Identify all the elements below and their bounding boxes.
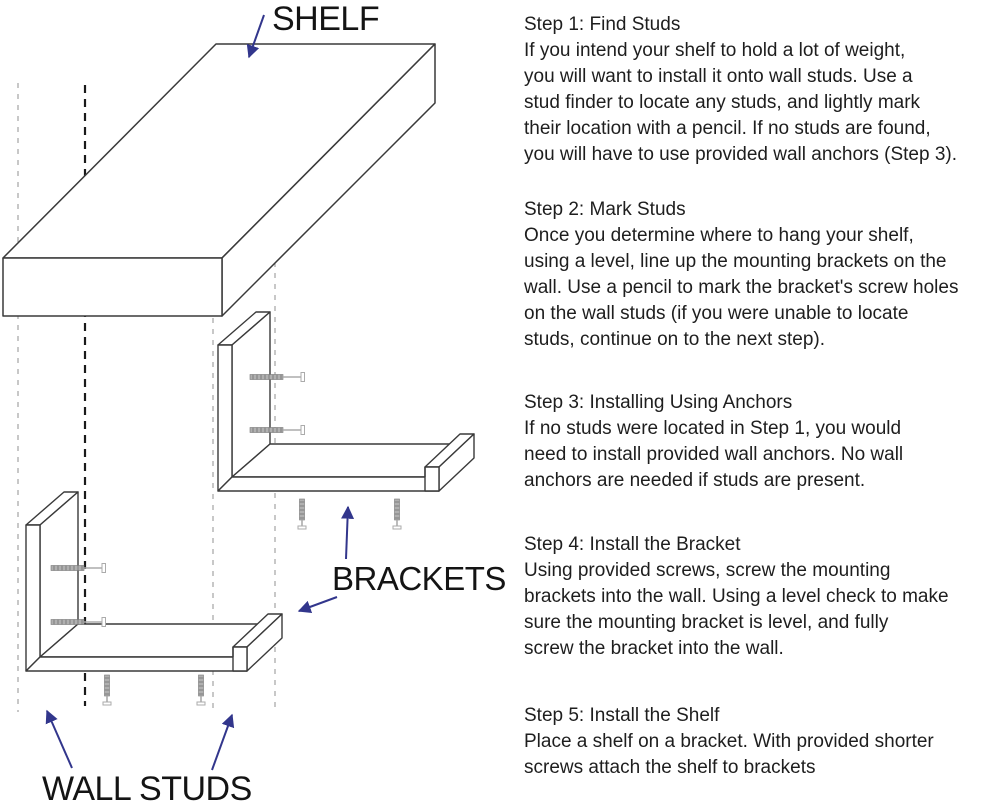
brackets-label: BRACKETS [332,560,506,597]
step-heading: Step 3: Installing Using Anchors [524,392,793,413]
step-text-line: If no studs were located in Step 1, you would [524,418,902,439]
step-text-line: sure the mounting bracket is level, and fully [524,612,889,633]
step-text-line: wall. Use a pencil to mark the bracket's screw holes [524,277,959,298]
step-text-line: using a level, line up the mounting brackets on the [524,251,947,272]
shelf-screw [298,499,306,529]
bracket-lower [26,492,282,671]
step-text-line: screws attach the shelf to brackets [524,757,816,778]
step-text-line: Place a shelf on a bracket. With provided shorter [524,731,934,752]
wall-studs-arrow-left [47,711,72,768]
step-text-line: Using provided screws, screw the mounting [524,560,891,581]
step-heading: Step 5: Install the Shelf [524,705,720,726]
instructions-column [524,0,985,806]
wall-studs-arrow-right [212,715,232,770]
step-text-line: Once you determine where to hang your shelf, [524,225,914,246]
step-text-line: need to install provided wall anchors. No wall [524,444,904,465]
step-2 [524,197,985,353]
step-text-line: anchors are needed if studs are present. [524,470,866,491]
step-4 [524,532,985,662]
step-heading: Step 2: Mark Studs [524,199,686,220]
step-text-line: studs, continue on to the next step). [524,329,826,350]
brackets-arrow-up [346,507,348,559]
step-text-line: If you intend your shelf to hold a lot of weight, [524,40,906,61]
step-heading: Step 1: Find Studs [524,14,681,35]
shelf-drawing [3,44,435,316]
bracket-upper [218,312,474,491]
shelf-screw [197,675,205,705]
step-text-line: you will have to use provided wall anchors (Step 3). [524,144,958,165]
shelf-label: SHELF [272,0,380,38]
shelf-screw [103,675,111,705]
step-text-line: on the wall studs (if you were unable to locate [524,303,909,324]
step-5 [524,703,985,781]
step-text-line: you will want to install it onto wall studs. Use a [524,66,913,87]
step-text-line: brackets into the wall. Using a level check to make [524,586,949,607]
step-text-line: their location with a pencil. If no studs are found, [524,118,931,139]
shelf-screw [393,499,401,529]
step-1 [524,12,985,168]
step-text-line: stud finder to locate any studs, and lightly mark [524,92,921,113]
step-text-line: screw the bracket into the wall. [524,638,784,659]
step-3 [524,390,985,494]
brackets-arrow-left [299,597,337,611]
wall-studs-label: WALL STUDS [42,770,252,806]
step-heading: Step 4: Install the Bracket [524,534,741,555]
